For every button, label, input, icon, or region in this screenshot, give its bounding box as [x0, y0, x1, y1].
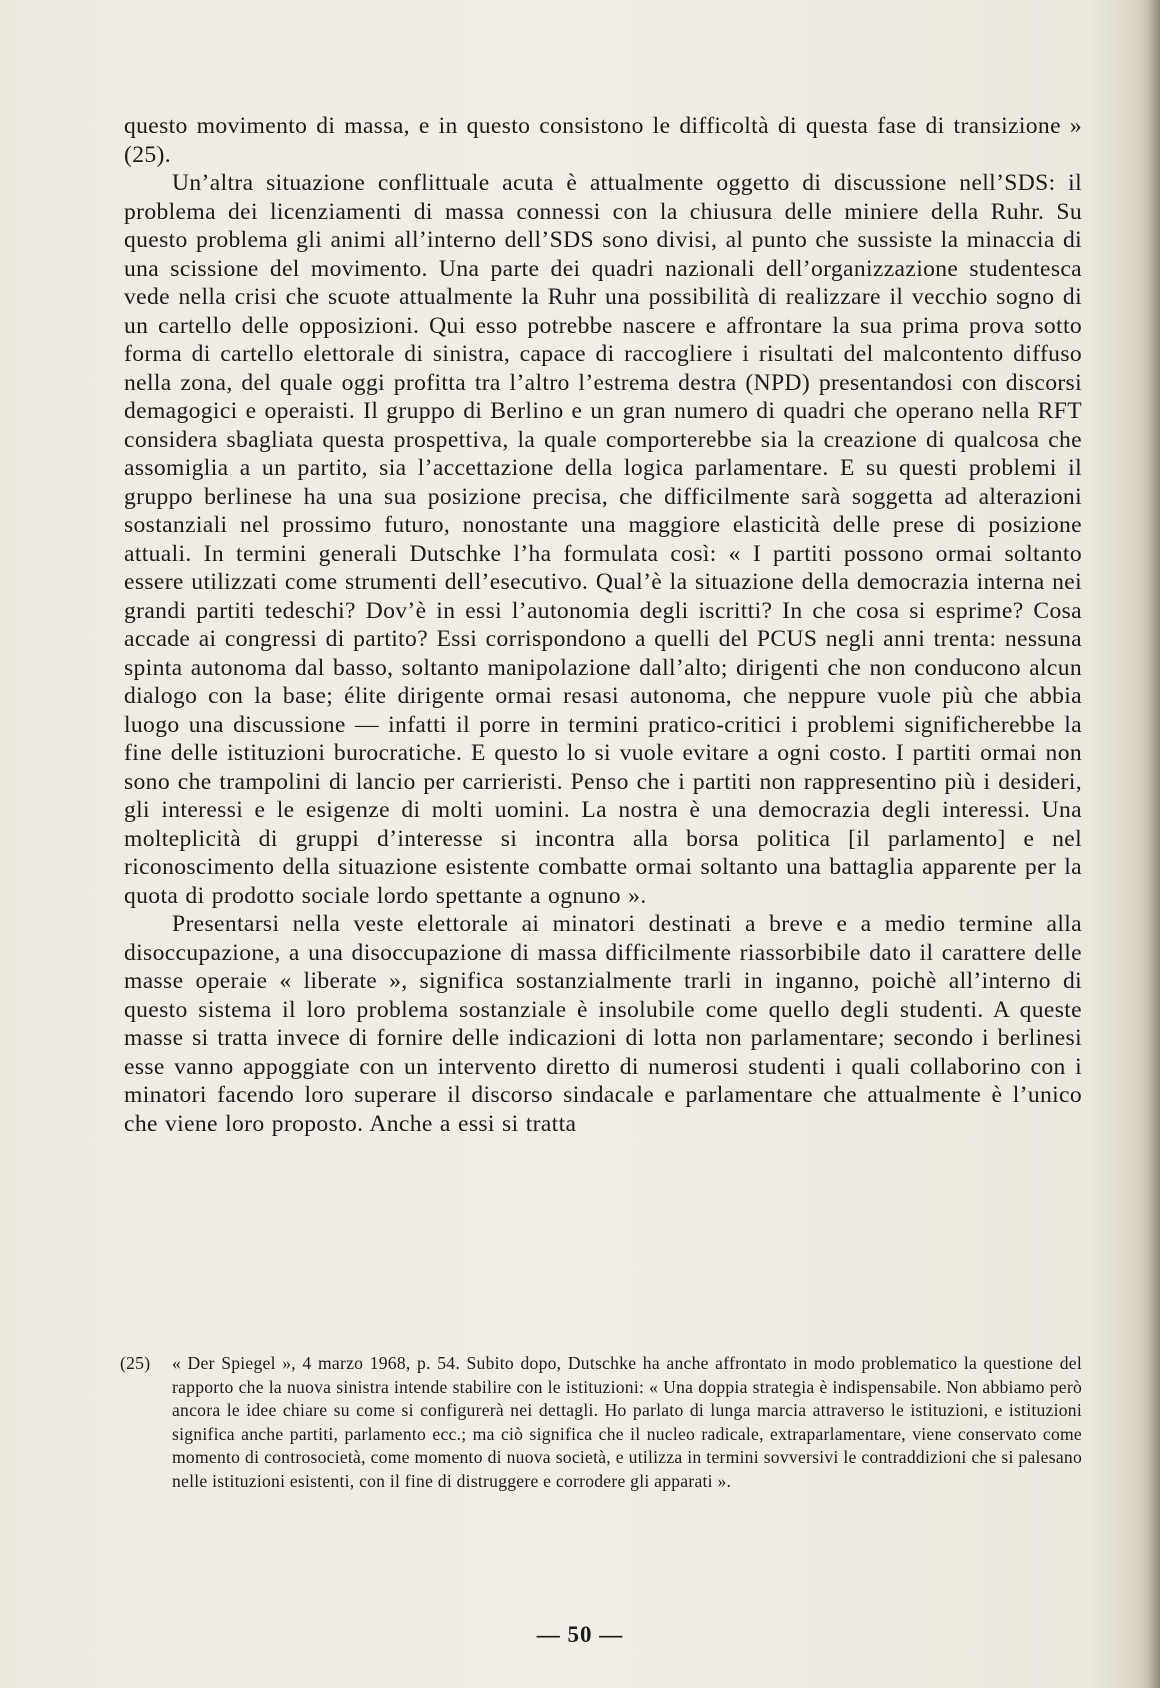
page-edge: [1146, 0, 1160, 1688]
footnote: [120, 1352, 1082, 1493]
paragraph-sds-conflict: Un’altra situazione conflittuale acuta è attualmente oggetto di discussione nell’SDS: il problema dei licenziamenti di massa connessi con la chiusura delle miniere della Ruhr. Su questo problema gli animi all’interno dell’SDS sono divisi, al punto che sussiste la minaccia di una scissione del movimento. Una parte dei quadri nazionali dell’organizzazione studentesca vede nella crisi che scuote attualmente la Ruhr una possibilità di realizzare il vecchio sogno di un cartello delle opposizioni. Qui esso potrebbe nascere e affrontare la sua prima prova sotto forma di cartello elettorale di sinistra, capace di raccogliere i risultati del malcontento diffuso nella zona, del quale oggi profitta tra l’altro l’estrema destra (NPD) presentandosi con discorsi demagogici e operaisti. Il gruppo di Berlino e un gran numero di quadri che operano nella RFT considera sbagliata questa prospettiva, la quale comporterebbe sia la creazione di qualcosa che assomiglia a un partito, sia l’accettazione della logica parlamentare. E su questi problemi il gruppo berlinese ha una sua posizione precisa, che difficilmente sarà soggetta ad alterazioni sostanziali nel prossimo futuro, nonostante una maggiore elasticità delle prese di posizione attuali. In termini generali Dutschke l’ha formulata così: « I partiti possono ormai soltanto essere utilizzati come strumenti dell’esecutivo. Qual’è la situazione della democrazia interna nei grandi partiti tedeschi? Dov’è in essi l’autonomia degli iscritti? In che cosa si esprime? Cosa accade ai congressi di partito? Essi corrispondono a quelli del PCUS negli anni trenta: nessuna spinta autonoma dal basso, soltanto manipolazione dall’alto; dirigenti che non conducono alcun dialogo con la base; élite dirigente ormai resasi autonoma, che neppure vuole più che abbia luogo una discussione — infatti il porre in termini pratico-critici i problemi significherebbe la fine delle istituzioni burocratiche. E questo lo si vuole evitare a ogni costo. I partiti ormai non sono che trampolini di lancio per carrieristi. Penso che i partiti non rappresentino più i desideri, gli interessi e le esigenze di molti uomini. La nostra è una democrazia degli interessi. Una molteplicità di gruppi d’interesse si incontra alla borsa politica [il parlamento] e nel riconoscimento della situazione esistente combatte ormai soltanto una battaglia apparente per la quota di prodotto sociale lordo spettante a ognuno ».: [124, 170, 1082, 909]
body-text: [124, 112, 1082, 1138]
page-number: — 50 —: [536, 1622, 624, 1647]
footnote-number: (25): [120, 1353, 151, 1373]
paragraph-miners: Presentarsi nella veste elettorale ai minatori destinati a breve e a medio termine alla disoccupazione, a una disoccupazione di massa difficilmente riassorbibile dato il carattere delle masse operaie « liberate », significa sostanzialmente trarli in inganno, poichè all’interno di questo sistema il loro problema sostanziale è insolubile come quello degli studenti. A queste masse si tratta invece di fornire delle indicazioni di lotta non parlamentare; secondo i berlinesi esse vanno appoggiate con un intervento diretto di numerosi studenti i quali collaborino con i minatori facendo loro superare il discorso sindacale e parlamentare che attualmente è l’unico che viene loro proposto. Anche a essi si tratta: [124, 911, 1082, 1137]
footnote-text: « Der Spiegel », 4 marzo 1968, p. 54. Subito dopo, Dutschke ha anche affrontato in modo problematico la questione del rapporto che la nuova sinistra intende stabilire con le istituzioni: « Una doppia strategia è indispensabile. Non abbiamo però ancora le idee chiare su come si configurerà nei dettagli. Ho parlato di lunga marcia attraverso le istituzioni, e istituzioni significa anche partiti, parlamento ecc.; ma ciò significa che il nucleo radicale, extraparlamentare, viene conservato come momento di controsocietà, come momento di nuova società, e utilizza in termini sovversivi le contraddizioni che si palesano nelle istituzioni esistenti, con il fine di distruggere e corrodere gli apparati ».: [172, 1353, 1082, 1491]
paragraph-continuation: questo movimento di massa, e in questo consistono le difficoltà di questa fase di transizione » (25).: [124, 113, 1082, 168]
